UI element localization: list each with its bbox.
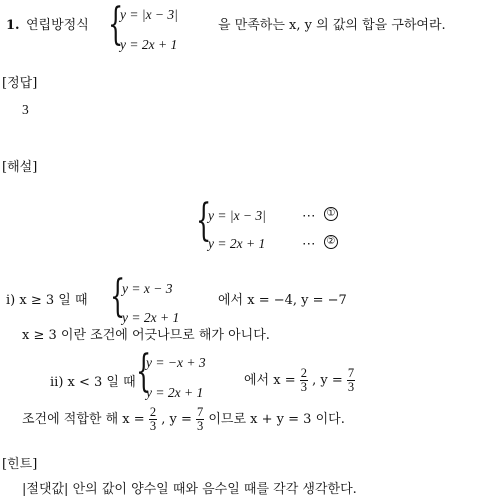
case2-y-num: 7 — [347, 366, 355, 380]
hint-text: |절댓값| 안의 값이 양수일 때와 음수일 때를 각각 생각한다. — [22, 482, 357, 497]
conclusion — [22, 406, 345, 433]
conclusion-prefix: 조건에 적합한 해 x = — [22, 412, 145, 428]
case2-result — [244, 367, 355, 394]
solution-eq2: y = 2x + 1 — [208, 236, 266, 251]
solution-label: [해설] — [2, 160, 38, 175]
case1-eq1: y = x − 3 — [122, 281, 173, 296]
problem-suffix: 을 만족하는 x, y 의 값의 합을 구하여라. — [218, 18, 446, 33]
conclusion-x-num: 2 — [149, 405, 157, 419]
conclusion-y-num: 7 — [196, 405, 204, 419]
case1-result: 에서 x = −4, y = −7 — [218, 293, 347, 308]
conclusion-mid: , y = — [161, 412, 192, 428]
solution-mark2: ② — [324, 235, 338, 249]
answer-label: [정답] — [2, 76, 38, 91]
case2-x-den: 3 — [300, 380, 307, 395]
case2-label: ⅱ) x < 3 일 때 — [50, 375, 136, 390]
solution-eq1: y = |x − 3| — [208, 208, 266, 223]
case2-eq2: y = 2x + 1 — [146, 385, 204, 400]
solution-system-brace: { — [196, 194, 212, 247]
case2-result-prefix: 에서 x = — [244, 373, 296, 389]
case1-eq2: y = 2x + 1 — [122, 310, 180, 325]
case1-note: x ≥ 3 이란 조건에 어긋나므로 해가 아니다. — [22, 328, 270, 343]
conclusion-x-fraction — [149, 406, 157, 433]
case1-brace: { — [110, 270, 126, 323]
problem-prefix: 연립방정식 — [26, 18, 89, 33]
case2-y-den: 3 — [347, 380, 355, 395]
solution-dots2: ⋯ — [302, 236, 316, 251]
hint-label: [힌트] — [2, 457, 38, 472]
case2-x-fraction — [300, 367, 308, 394]
solution-mark1: ① — [324, 207, 338, 221]
problem-system-brace: { — [108, 0, 124, 51]
conclusion-x-den: 3 — [149, 419, 157, 434]
problem-eq1: y = |x − 3| — [120, 7, 178, 22]
conclusion-y-den: 3 — [196, 419, 204, 434]
answer-value: 3 — [22, 102, 29, 117]
conclusion-suffix: 이므로 x + y = 3 이다. — [208, 412, 345, 428]
case2-y-fraction — [347, 367, 355, 394]
conclusion-y-fraction — [196, 406, 204, 433]
case1-label: ⅰ) x ≥ 3 일 때 — [6, 293, 88, 308]
case2-eq1: y = −x + 3 — [146, 355, 206, 370]
problem-eq2: y = 2x + 1 — [120, 37, 178, 52]
case2-x-num: 2 — [300, 366, 307, 380]
case2-brace: { — [136, 345, 152, 398]
problem-number: 1. — [6, 18, 20, 33]
case2-result-mid: , y = — [312, 373, 343, 389]
solution-dots1: ⋯ — [302, 208, 316, 223]
